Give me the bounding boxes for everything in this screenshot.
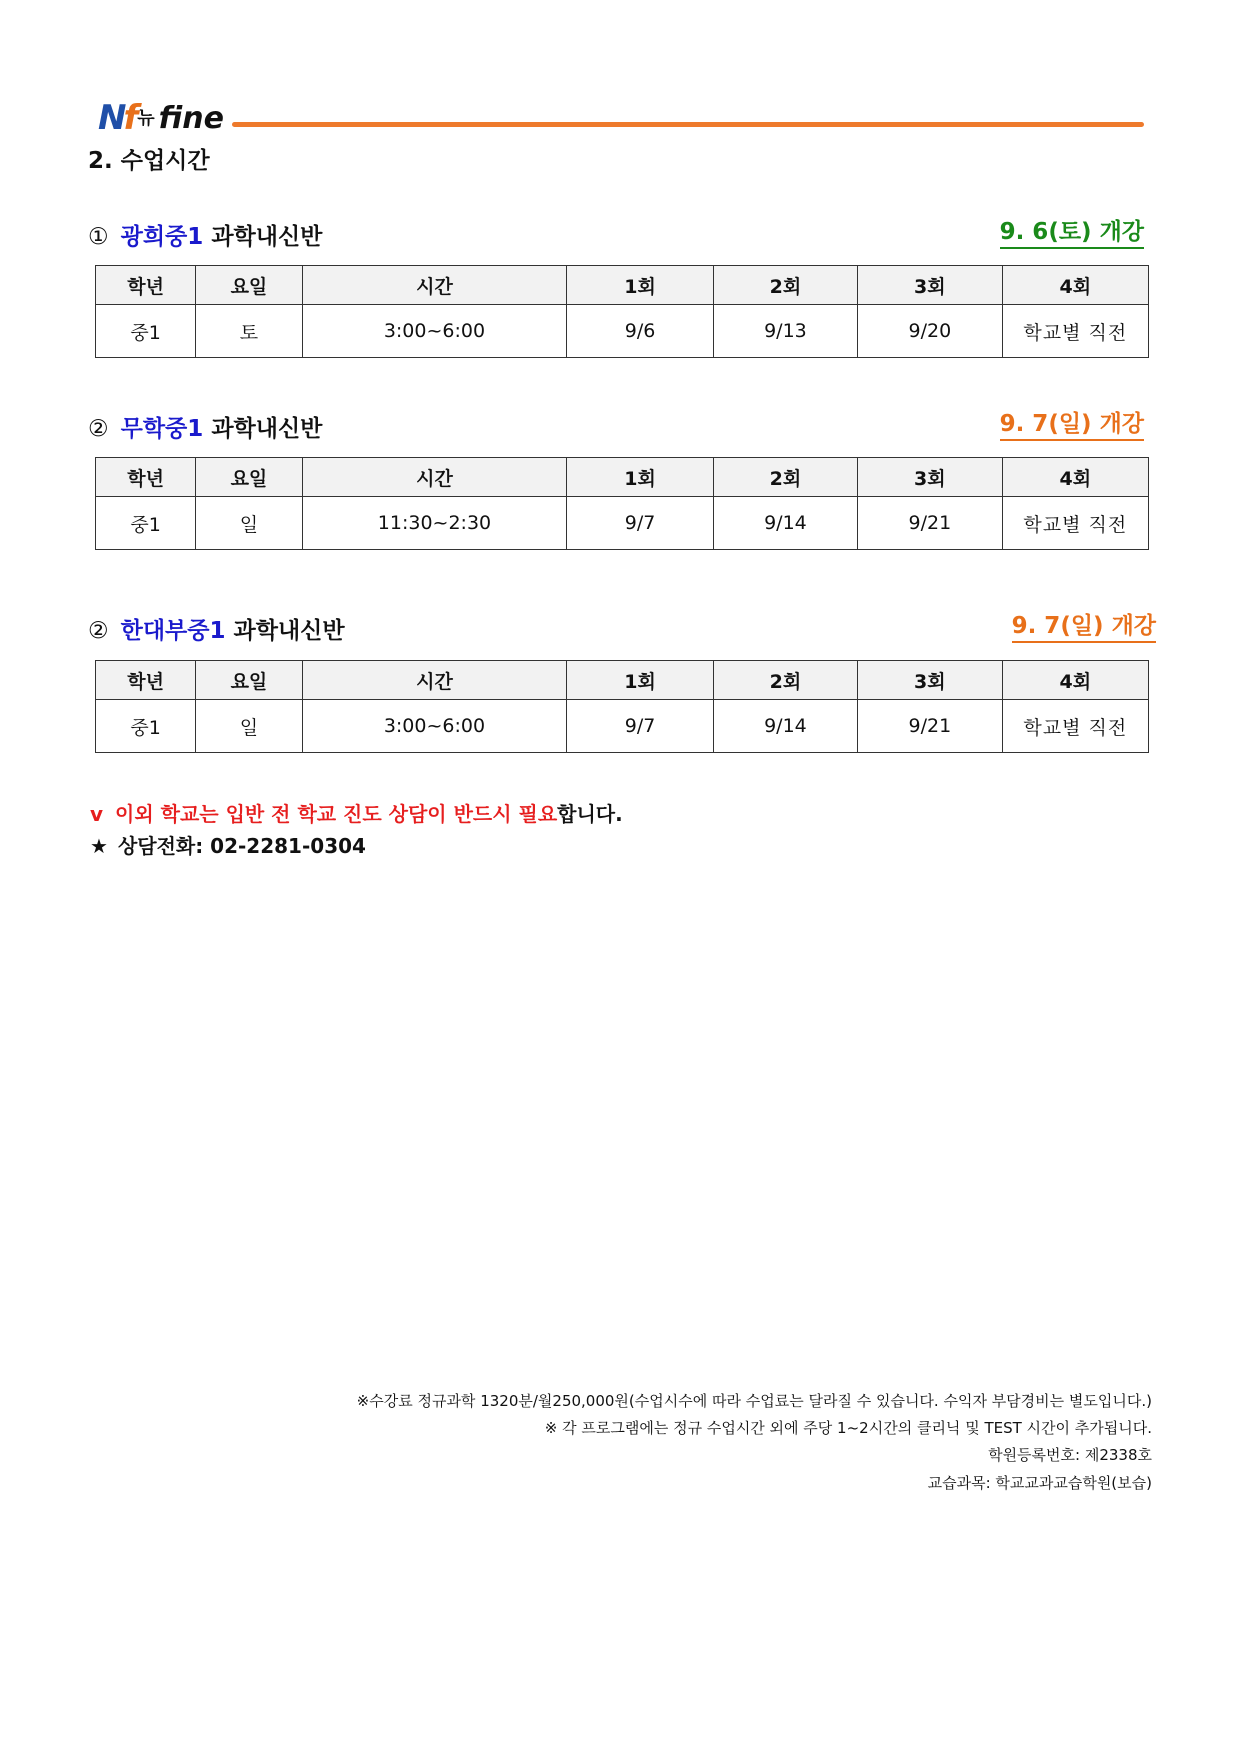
table-cell: 학교별 직전 (1002, 497, 1148, 550)
table-cell: 9/14 (713, 497, 857, 550)
table-cell: 일 (196, 497, 302, 550)
tuition-note: ※수강료 정규과학 1320분/월250,000원(수업시수에 따라 수업료는 달라질 수 있습니다. 수익자 부담경비는 별도입니다.) (356, 1392, 1152, 1410)
logo-text: fine (158, 101, 224, 136)
column-header: 2회 (713, 266, 857, 305)
section-title: 2. 수업시간 (88, 148, 210, 174)
table-cell: 학교별 직전 (1002, 305, 1148, 358)
subject-info: 교습과목: 학교교과교습학원(보습) (927, 1474, 1152, 1492)
column-header: 학년 (96, 661, 196, 700)
consult-notice (90, 798, 623, 827)
column-header: 시간 (302, 266, 567, 305)
column-header: 1회 (567, 458, 713, 497)
block-number: ① (88, 224, 109, 250)
column-header: 4회 (1002, 458, 1148, 497)
table-cell: 중1 (96, 305, 196, 358)
class-block-heading (88, 612, 1156, 646)
block-number: ② (88, 416, 109, 442)
course-name: 과학내신반 (211, 416, 323, 442)
column-header: 4회 (1002, 661, 1148, 700)
column-header: 3회 (858, 458, 1002, 497)
table-cell: 11:30~2:30 (302, 497, 567, 550)
school-name: 무학중1 (120, 416, 204, 442)
academy-logo (98, 96, 224, 136)
column-header: 4회 (1002, 266, 1148, 305)
column-header: 시간 (302, 458, 567, 497)
consult-notice-tail: 합니다. (557, 802, 623, 826)
column-header: 3회 (858, 266, 1002, 305)
column-header: 시간 (302, 661, 567, 700)
table-cell: 중1 (96, 700, 196, 753)
class-heading (88, 410, 322, 443)
table-cell: 9/21 (858, 497, 1002, 550)
table-cell: 9/13 (713, 305, 857, 358)
consult-notice-red: 이외 학교는 입반 전 학교 진도 상담이 반드시 필요 (115, 802, 558, 826)
opening-date: 9. 7(일) 개강 (1012, 612, 1156, 643)
table-cell: 토 (196, 305, 302, 358)
table-row (96, 305, 1149, 358)
column-header: 요일 (196, 458, 302, 497)
column-header: 학년 (96, 458, 196, 497)
opening-date: 9. 6(토) 개강 (1000, 218, 1144, 249)
schedule-table (95, 265, 1149, 358)
class-block-heading (88, 218, 1144, 252)
column-header: 2회 (713, 458, 857, 497)
course-name: 과학내신반 (211, 224, 323, 250)
class-heading (88, 612, 345, 645)
class-block-heading (88, 410, 1144, 444)
schedule-table (95, 660, 1149, 753)
opening-date: 9. 7(일) 개강 (1000, 410, 1144, 441)
table-cell: 9/7 (567, 497, 713, 550)
logo-mark-icon: Nf (98, 98, 136, 138)
table-header-row (96, 458, 1149, 497)
table-header-row (96, 266, 1149, 305)
column-header: 학년 (96, 266, 196, 305)
column-header: 요일 (196, 661, 302, 700)
clinic-note: ※ 각 프로그램에는 정규 수업시간 외에 주당 1~2시간의 클리닉 및 TEST 시간이 추가됩니다. (544, 1419, 1152, 1437)
table-row (96, 497, 1149, 550)
table-cell: 9/14 (713, 700, 857, 753)
block-number: ② (88, 618, 109, 644)
table-cell: 학교별 직전 (1002, 700, 1148, 753)
table-cell: 3:00~6:00 (302, 700, 567, 753)
course-name: 과학내신반 (233, 618, 345, 644)
table-cell: 9/6 (567, 305, 713, 358)
column-header: 1회 (567, 266, 713, 305)
column-header: 2회 (713, 661, 857, 700)
table-cell: 3:00~6:00 (302, 305, 567, 358)
column-header: 1회 (567, 661, 713, 700)
table-row (96, 700, 1149, 753)
registration-number: 학원등록번호: 제2338호 (988, 1446, 1152, 1464)
class-heading (88, 218, 322, 251)
column-header: 요일 (196, 266, 302, 305)
table-cell: 일 (196, 700, 302, 753)
consult-phone: 상담전화: 02-2281-0304 (117, 834, 366, 858)
header-divider (232, 122, 1144, 127)
table-cell: 9/20 (858, 305, 1002, 358)
table-cell: 9/7 (567, 700, 713, 753)
check-mark-icon: v (90, 802, 104, 826)
school-name: 광희중1 (120, 224, 204, 250)
table-header-row (96, 661, 1149, 700)
star-icon: ★ (90, 834, 108, 858)
phone-notice (90, 830, 366, 859)
school-name: 한대부중1 (120, 618, 226, 644)
schedule-table (95, 457, 1149, 550)
table-cell: 9/21 (858, 700, 1002, 753)
column-header: 3회 (858, 661, 1002, 700)
table-cell: 중1 (96, 497, 196, 550)
logo-subtext: 뉴 (137, 108, 155, 129)
